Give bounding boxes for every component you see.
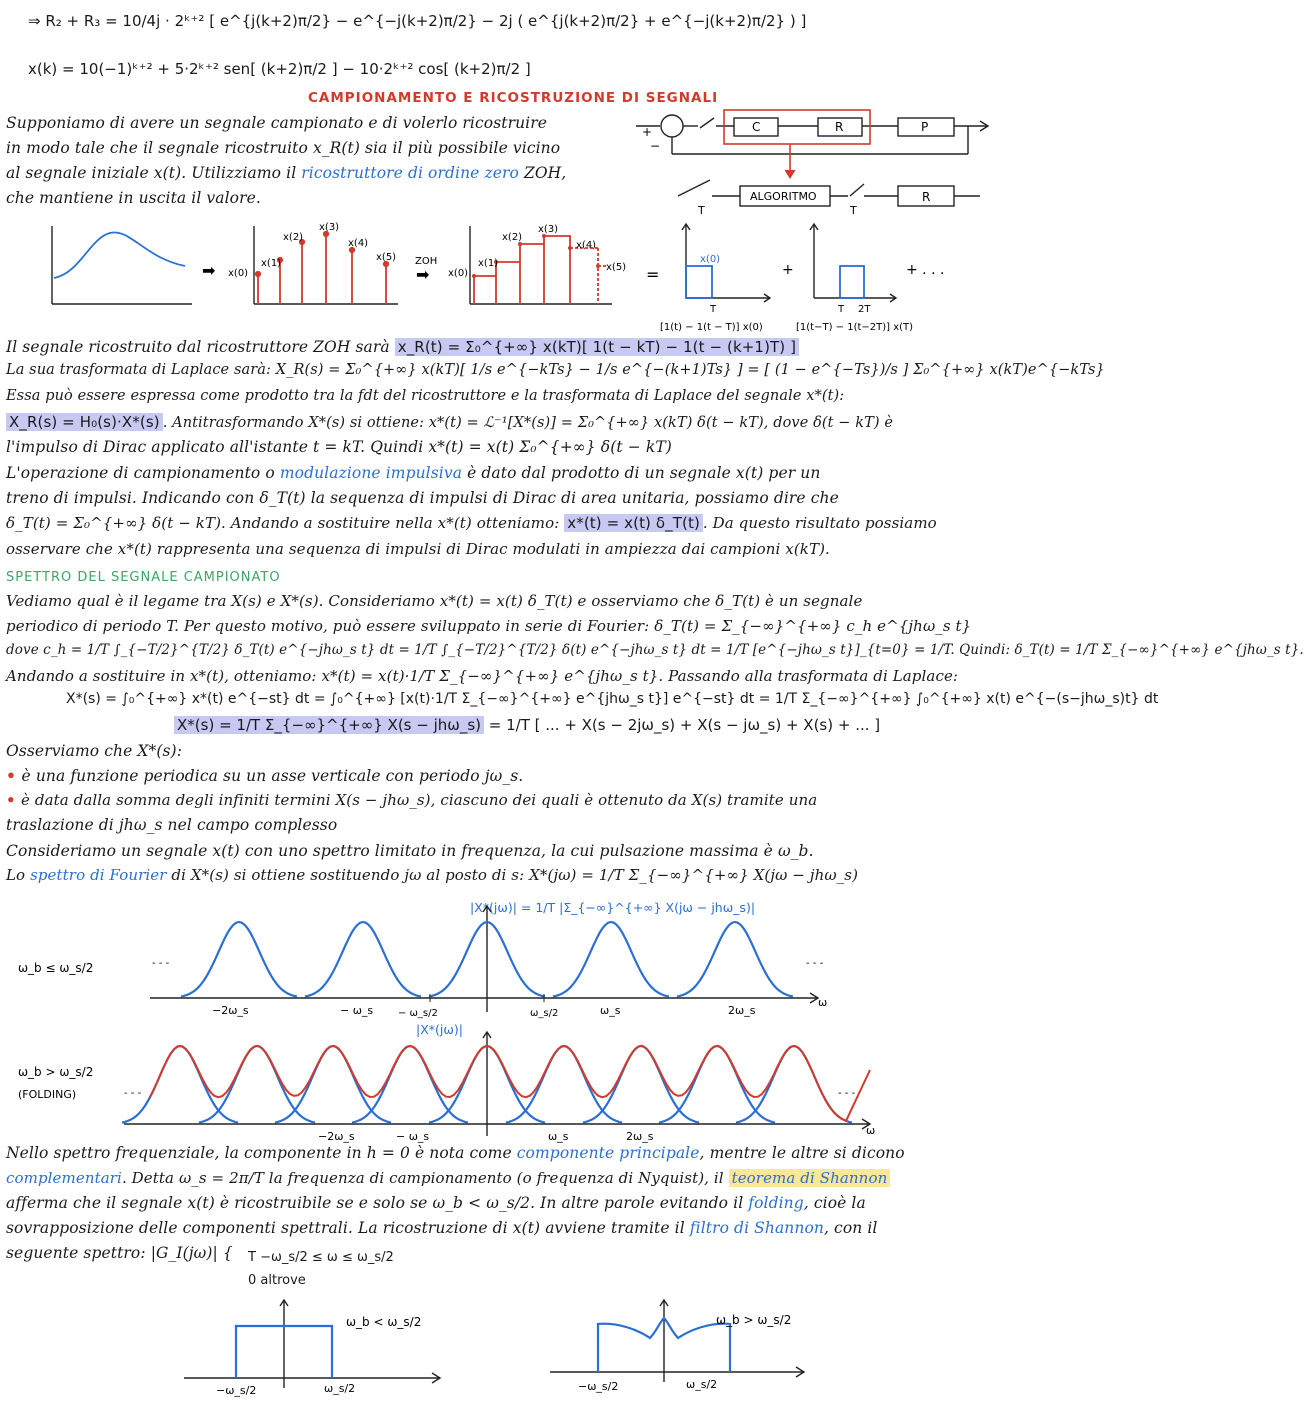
body1-line-5: l'impulso di Dirac applicato all'istante t = kT. Quindi x*(t) = x(t) Σ₀^{+∞} δ(t − kT) <box>6 438 672 456</box>
spectrum-plot-2 <box>0 1020 1000 1148</box>
block-p: P <box>921 120 929 134</box>
spectrum1-tick-2ws: 2ω_s <box>728 1004 756 1017</box>
spectrum2-tick-2ws: 2ω_s <box>626 1130 654 1143</box>
page-title: CAMPIONAMENTO E RICOSTRUZIONE DI SEGNALI <box>308 90 719 106</box>
spectrum2-tick-mws: − ω_s <box>396 1130 430 1143</box>
switch-t1: T <box>698 204 705 217</box>
s2-line-3: dove c_h = 1/T ∫_{−T/2}^{T/2} δ_T(t) e^{−jhω_s t} dt = 1/T ∫_{−T/2}^{T/2} δ(t) e^{−jhω_s t} dt = 1/T [e^{−jhω_s t}]_{t=0} = 1/T. Quindi: δ_T(t) = 1/T Σ_{−∞}^{+∞} e^{jhω_s t}. <box>6 642 1304 658</box>
intro-line-3: al segnale iniziale x(t). Utilizziamo il ricostruttore di ordine zero ZOH, <box>6 164 567 182</box>
body1-line-3: Essa può essere espressa come prodotto tra la fdt del ricostruttore e la trasformata di Laplace del segnale x*(t): <box>6 388 845 404</box>
link-componente: componente principale <box>516 1144 700 1162</box>
case-1: T −ω_s/2 ≤ ω ≤ ω_s/2 <box>248 1250 394 1265</box>
zoh-x3: x(3) <box>538 224 559 235</box>
sample-x4: x(4) <box>348 238 369 249</box>
spectrum1-title: |X*(jω)| = 1/T |Σ_{−∞}^{+∞} X(jω − jhω_s)| <box>470 900 756 915</box>
pulse1-label: x(0) <box>700 254 721 265</box>
control-block-diagram <box>628 106 996 218</box>
arrow-icon: ➡ <box>416 265 430 284</box>
spectrum1-dots-left: - - - <box>152 958 170 969</box>
equals-sign: = <box>646 265 660 284</box>
section-title: SPETTRO DEL SEGNALE CAMPIONATO <box>6 570 281 585</box>
sample-x0: x(0) <box>228 268 249 279</box>
spectrum2-folding: (FOLDING) <box>18 1088 77 1101</box>
filter1-left: −ω_s/2 <box>216 1384 257 1397</box>
spectrum1-tick-mws2: − ω_s/2 <box>398 1008 438 1019</box>
header-equation-1: ⇒ R₂ + R₃ = 10/4j · 2ᵏ⁺² [ e^{j(k+2)π/2} − e^{−j(k+2)π/2} − 2j ( e^{j(k+2)π/2} + e^{−j(k+2)π/2} ) ] <box>28 12 807 30</box>
zoh-x0: x(0) <box>448 268 469 279</box>
spectrum-plot-1 <box>0 892 1000 1022</box>
ideal-filter-plot <box>160 1296 460 1406</box>
zoh-label: ZOH <box>415 256 438 267</box>
spectrum2-tick-ws: ω_s <box>548 1130 569 1143</box>
arrow-icon: ➡ <box>202 261 216 280</box>
zoh-x4: x(4) <box>576 240 597 251</box>
transfer-highlight: X_R(s) = H₀(s)·X*(s) <box>6 413 163 431</box>
spectrum1-hump <box>553 922 669 997</box>
filter2-right: ω_s/2 <box>686 1378 718 1391</box>
continuous-signal-curve <box>54 232 185 278</box>
zoh-x5: x(5) <box>606 262 627 273</box>
spectrum1-tick-m2ws: −2ω_s <box>212 1004 249 1017</box>
body1-line-6: L'operazione di campionamento o modulazione impulsiva è dato dal prodotto di un segnale x(t) per un <box>6 464 821 482</box>
intro-line-1: Supponiamo di avere un segnale campionato e di volerlo ricostruire <box>6 114 548 132</box>
s2-bullet-2b: traslazione di jhω_s nel campo complesso <box>6 816 338 834</box>
spectrum1-tick-mws: − ω_s <box>340 1004 374 1017</box>
spectrum2-hump <box>659 1046 775 1123</box>
filter2-cond: ω_b > ω_s/2 <box>716 1313 792 1327</box>
spectrum2-hump <box>199 1046 315 1123</box>
spectrum2-hump <box>736 1046 852 1123</box>
link-filtro: filtro di Shannon <box>689 1219 824 1237</box>
concl-line-1: Nello spettro frequenziale, la componente in h = 0 è nota come componente principale, mentre le altre si dicono <box>6 1144 905 1162</box>
digital-controller-box <box>724 110 870 144</box>
spectrum1-tick-ws: ω_s <box>600 1004 621 1017</box>
spectrum1-hump <box>677 922 793 997</box>
spectrum2-axis: ω <box>866 1124 876 1137</box>
block-r2: R <box>922 190 931 204</box>
body1-line-9: osservare che x*(t) rappresenta una sequenza di impulsi di Dirac modulati in ampiezza dai campioni x(kT). <box>6 540 830 558</box>
s2-line-4: Andando a sostituire in x*(t), otteniamo: x*(t) = x(t)·1/T Σ_{−∞}^{+∞} e^{jhω_s t}. Passando alla trasformata di Laplace: <box>6 667 959 685</box>
sampling-figure <box>30 218 980 336</box>
sample-x5: x(5) <box>376 252 397 263</box>
filter1-cond: ω_b < ω_s/2 <box>346 1315 422 1329</box>
plus-sign-1: + <box>782 262 794 278</box>
folded-filter-plot <box>540 1296 840 1406</box>
concl-line-4: sovrapposizione delle componenti spettrali. La ricostruzione di x(t) avviene tramite il filtro di Shannon, con il <box>6 1219 878 1237</box>
body1-line-2: La sua trasformata di Laplace sarà: X_R(s) = Σ₀^{+∞} x(kT)[ 1/s e^{−kTs} − 1/s e^{−(k+1)Ts} ] = [ (1 − e^{−Ts})/s ] Σ₀^{+∞} x(kT)e^{−kTs} <box>6 362 1105 378</box>
filter1-right: ω_s/2 <box>324 1382 356 1395</box>
spectrum-highlight: X*(s) = 1/T Σ_{−∞}^{+∞} X(s − jhω_s) <box>174 716 484 734</box>
s2-line-2: periodico di periodo T. Per questo motivo, può essere sviluppato in serie di Fourier: δ_T(t) = Σ_{−∞}^{+∞} c_h e^{jhω_s t} <box>6 617 972 635</box>
concl-line-5: seguente spettro: |G_I(jω)| { <box>6 1244 233 1262</box>
link-modulazione: modulazione impulsiva <box>279 464 463 482</box>
s2-line-8: Consideriamo un segnale x(t) con uno spettro limitato in frequenza, la cui pulsazione massima è ω_b. <box>6 842 814 860</box>
block-c: C <box>752 120 761 134</box>
spectrum2-title: |X*(jω)| <box>416 1022 463 1037</box>
pulse2-t: T <box>838 304 845 315</box>
link-folding: folding <box>748 1194 804 1212</box>
sampled-highlight: x*(t) = x(t) δ_T(t) <box>564 514 703 532</box>
plus-dots: + . . . <box>906 262 945 278</box>
pulse-2 <box>840 266 864 298</box>
pulse2-2t: 2T <box>858 304 871 315</box>
link-fourier: spettro di Fourier <box>30 866 167 884</box>
spectrum2-hump <box>122 1046 238 1123</box>
zoh-x2: x(2) <box>502 232 523 243</box>
link-complementari: complementari <box>6 1169 122 1187</box>
body1-line-7: treno di impulsi. Indicando con δ_T(t) la sequenza di impulsi di Dirac di area unitaria, possiamo dire che <box>6 489 839 507</box>
spectrum1-hump <box>181 922 297 997</box>
spectrum2-dots-right: - - - <box>838 1088 856 1099</box>
pulse1-caption: [1(t) − 1(t − T)] x(0) <box>660 322 763 333</box>
shannon-highlight: teorema di Shannon <box>729 1169 891 1187</box>
zoh-formula-highlight: x_R(t) = Σ₀^{+∞} x(kT)[ 1(t − kT) − 1(t − (k+1)T) ] <box>395 338 799 356</box>
concl-line-2: complementari. Detta ω_s = 2π/T la frequenza di campionamento (o frequenza di Nyquist), il teorema di Shannon <box>6 1169 996 1187</box>
header-equation-2: x(k) = 10(−1)ᵏ⁺² + 5·2ᵏ⁺² sen[ (k+2)π/2 ] − 10·2ᵏ⁺² cos[ (k+2)π/2 ] <box>28 60 531 78</box>
block-r: R <box>835 120 844 134</box>
sample-x3: x(3) <box>319 222 340 233</box>
s2-line-1: Vediamo qual è il legame tra X(s) e X*(s). Consideriamo x*(t) = x(t) δ_T(t) e osserviamo che δ_T(t) è un segnale <box>6 592 863 610</box>
pulse2-caption: [1(t−T) − 1(t−2T)] x(T) <box>796 322 914 333</box>
pulse-1 <box>686 266 712 298</box>
body1-line-4: X_R(s) = H₀(s)·X*(s) . Antitrasformando X*(s) si ottiene: x*(t) = ℒ⁻¹[X*(s)] = Σ₀^{+∞} x(kT) δ(t − kT), dove δ(t − kT) è <box>6 413 996 431</box>
spectrum1-dots-right: - - - <box>806 958 824 969</box>
s2-line-9: Lo spettro di Fourier di X*(s) si ottiene sostituendo jω al posto di s: X*(jω) = 1/T Σ_{−∞}^{+∞} X(jω − jhω_s) <box>6 866 859 884</box>
spectrum2-hump <box>275 1046 391 1123</box>
spectrum1-cond: ω_b ≤ ω_s/2 <box>18 961 94 975</box>
pulse1-t: T <box>710 304 717 315</box>
concl-line-3: afferma che il segnale x(t) è ricostruibile se e solo se ω_b < ω_s/2. In altre parole evitando il folding, cioè la <box>6 1194 866 1212</box>
plus-sign: + <box>642 125 653 139</box>
filter2-left: −ω_s/2 <box>578 1380 619 1393</box>
spectrum1-tick-ws2: ω_s/2 <box>530 1008 559 1019</box>
zoh-x1: x(1) <box>478 258 499 269</box>
spectrum2-dots-left: - - - <box>124 1088 142 1099</box>
switch-t2: T <box>850 204 857 217</box>
body1-line-8: δ_T(t) = Σ₀^{+∞} δ(t − kT). Andando a sostituire nella x*(t) otteniamo: x*(t) = x(t) δ_T(t) . Da questo risultato possiamo <box>6 514 937 532</box>
intro-line-2: in modo tale che il segnale ricostruito x_R(t) sia il più possibile vicino <box>6 139 561 157</box>
spectrum1-hump <box>305 922 421 997</box>
s2-bullet-2: • è data dalla somma degli infiniti termini X(s − jhω_s), ciascuno dei quali è ottenuto da X(s) tramite una <box>6 791 818 809</box>
spectrum1-axis: ω <box>818 996 828 1009</box>
spectrum2-hump <box>352 1046 468 1123</box>
s2-line-7: Osserviamo che X*(s): <box>6 742 183 760</box>
s2-bullet-1: • è una funzione periodica su un asse verticale con periodo jω_s. <box>6 766 524 785</box>
intro-line-4: che mantiene in uscita il valore. <box>6 189 261 207</box>
spectrum2-cond: ω_b > ω_s/2 <box>18 1065 94 1079</box>
spectrum2-hump <box>506 1046 622 1123</box>
link-zoh: ricostruttore di ordine zero <box>301 164 519 182</box>
s2-line-5: X*(s) = ∫₀^{+∞} x*(t) e^{−st} dt = ∫₀^{+∞} [x(t)·1/T Σ_{−∞}^{+∞} e^{jhω_s t}] e^{−st} dt = 1/T Σ_{−∞}^{+∞} ∫₀^{+∞} x(t) e^{−(s−jhω_s)t} dt <box>66 691 1159 707</box>
body1-line-1: Il segnale ricostruito dal ricostruttore ZOH sarà x_R(t) = Σ₀^{+∞} x(kT)[ 1(t − kT) − 1(t − (k+1)T) ] <box>6 338 996 356</box>
spectrum2-tick-m2ws: −2ω_s <box>318 1130 355 1143</box>
sample-x1: x(1) <box>261 258 282 269</box>
minus-sign: − <box>650 139 661 153</box>
block-algoritmo: ALGORITMO <box>750 190 817 203</box>
s2-line-6: X*(s) = 1/T Σ_{−∞}^{+∞} X(s − jhω_s) = 1/T [ ... + X(s − 2jω_s) + X(s − jω_s) + X(s) + ... ] <box>174 716 880 734</box>
case-2: 0 altrove <box>248 1273 306 1288</box>
spectrum2-hump <box>583 1046 699 1123</box>
sample-x2: x(2) <box>283 232 304 243</box>
